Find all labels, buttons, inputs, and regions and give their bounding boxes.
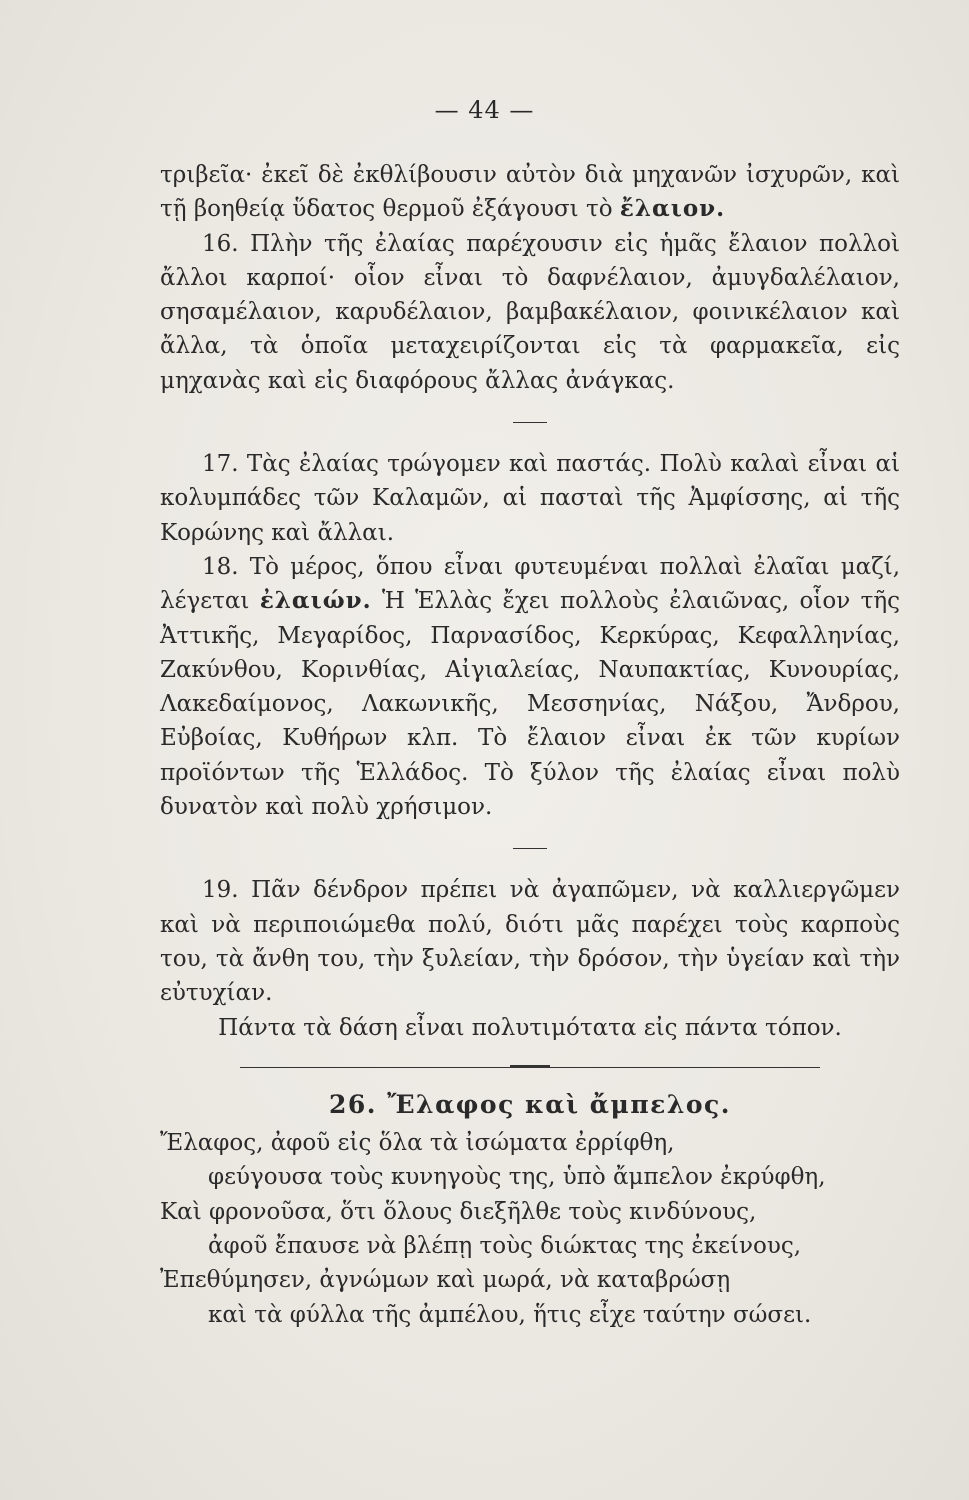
section-rule — [240, 1067, 820, 1068]
term-elaion: ἔλαιον. — [619, 195, 726, 223]
paragraph-18-start: 18. Τὸ μέρος, ὅπου εἶναι φυτευμέναι πολλαὶ ἐλαῖαι μαζί, λέγεται — [160, 553, 900, 615]
poem-line: φεύγουσα τοὺς κυνηγοὺς της, ὑπὸ ἄμπελον ἐκρύφθη, — [208, 1164, 826, 1191]
paragraph-15-continuation — [160, 158, 900, 227]
separator-dash — [513, 422, 547, 423]
poem-line: καὶ τὰ φύλλα τῆς ἀμπέλου, ἥτις εἶχε ταύτην σώσει. — [208, 1301, 812, 1328]
poem-line: Ἐπεθύμησεν, ἀγνώμων καὶ μωρά, νὰ καταβρώσῃ — [160, 1267, 731, 1294]
paragraph-15-text: τριβεῖα· ἐκεῖ δὲ ἐκθλίβουσιν αὐτὸν διὰ μηχανῶν ἰσχυρῶν, καὶ τῇ βοηθείᾳ ὕδατος θερμοῦ ἐξάγουσι τὸ — [160, 162, 900, 223]
separator-dash — [513, 848, 547, 849]
page-number: — 44 — — [434, 96, 535, 124]
section-heading: 26. Ἔλαφος καὶ ἄμπελος. — [329, 1089, 731, 1119]
closing-line: Πάντα τὰ δάση εἶναι πολυτιμότατα εἰς πάντα τόπον. — [218, 1014, 842, 1041]
term-elaion-grove: ἐλαιών. — [259, 587, 372, 615]
paragraph-18 — [160, 550, 900, 824]
poem-line: Καὶ φρονοῦσα, ὅτι ὅλους διεξῆλθε τοὺς κινδύνους, — [160, 1198, 757, 1225]
paragraph-19: 19. Πᾶν δένδρον πρέπει νὰ ἀγαπῶμεν, νὰ καλλιεργῶμεν καὶ νὰ περιποιώμεθα πολύ, διότι μᾶς παρέχει τοὺς καρποὺς του, τὰ ἄνθη του, τὴν ξυλείαν, τὴν δρόσον, τὴν ὑγείαν καὶ τὴν εὐτυχίαν. — [160, 877, 900, 1007]
poem-line: ἀφοῦ ἔπαυσε νὰ βλέπῃ τοὺς διώκτας της ἐκείνους, — [208, 1233, 802, 1260]
poem — [160, 1126, 900, 1332]
poem-line: Ἔλαφος, ἀφοῦ εἰς ὅλα τὰ ἰσώματα ἐρρίφθη, — [160, 1130, 675, 1157]
page-body — [160, 158, 900, 1332]
paragraph-18-rest: Ἡ Ἑλλὰς ἔχει πολλοὺς ἐλαιῶνας, οἷον τῆς Ἀττικῆς, Μεγαρίδος, Παρνασίδος, Κερκύρας, Κεφαλληνίας, Ζακύνθου, Κορινθίας, Αἰγιαλείας, Ναυπακτίας, Κυνουρίας, Λακεδαίμονος, Λακωνικῆς, Μεσσηνίας, Νάξου, Ἄνδρου, Εὐβοίας, Κυθήρων κλπ. Τὸ ἔλαιον εἶναι ἐκ τῶν κυρίων προϊόντων τῆς Ἑλλάδος. Τὸ ξύλον τῆς ἐλαίας εἶναι πολὺ δυνατὸν καὶ πολὺ χρήσιμον. — [160, 588, 901, 821]
paragraph-17: 17. Τὰς ἐλαίας τρώγομεν καὶ παστάς. Πολὺ καλαὶ εἶναι αἱ κολυμπάδες τῶν Καλαμῶν, αἱ πασταὶ τῆς Ἀμφίσσης, αἱ τῆς Κορώνης καὶ ἄλλαι. — [160, 451, 900, 546]
paragraph-16: 16. Πλὴν τῆς ἐλαίας παρέχουσιν εἰς ἡμᾶς ἔλαιον πολλοὶ ἄλλοι καρποί· οἷον εἶναι τὸ δαφνέλαιον, ἀμυγδαλέλαιον, σησαμέλαιον, καρυδέλαιον, βαμβακέλαιον, φοινικέλαιον καὶ ἄλλα, τὰ ὁποῖα μεταχειρίζονται εἰς τὰ φαρμακεῖα, εἰς μηχανὰς καὶ εἰς διαφόρους ἄλλας ἀνάγκας. — [160, 230, 900, 394]
